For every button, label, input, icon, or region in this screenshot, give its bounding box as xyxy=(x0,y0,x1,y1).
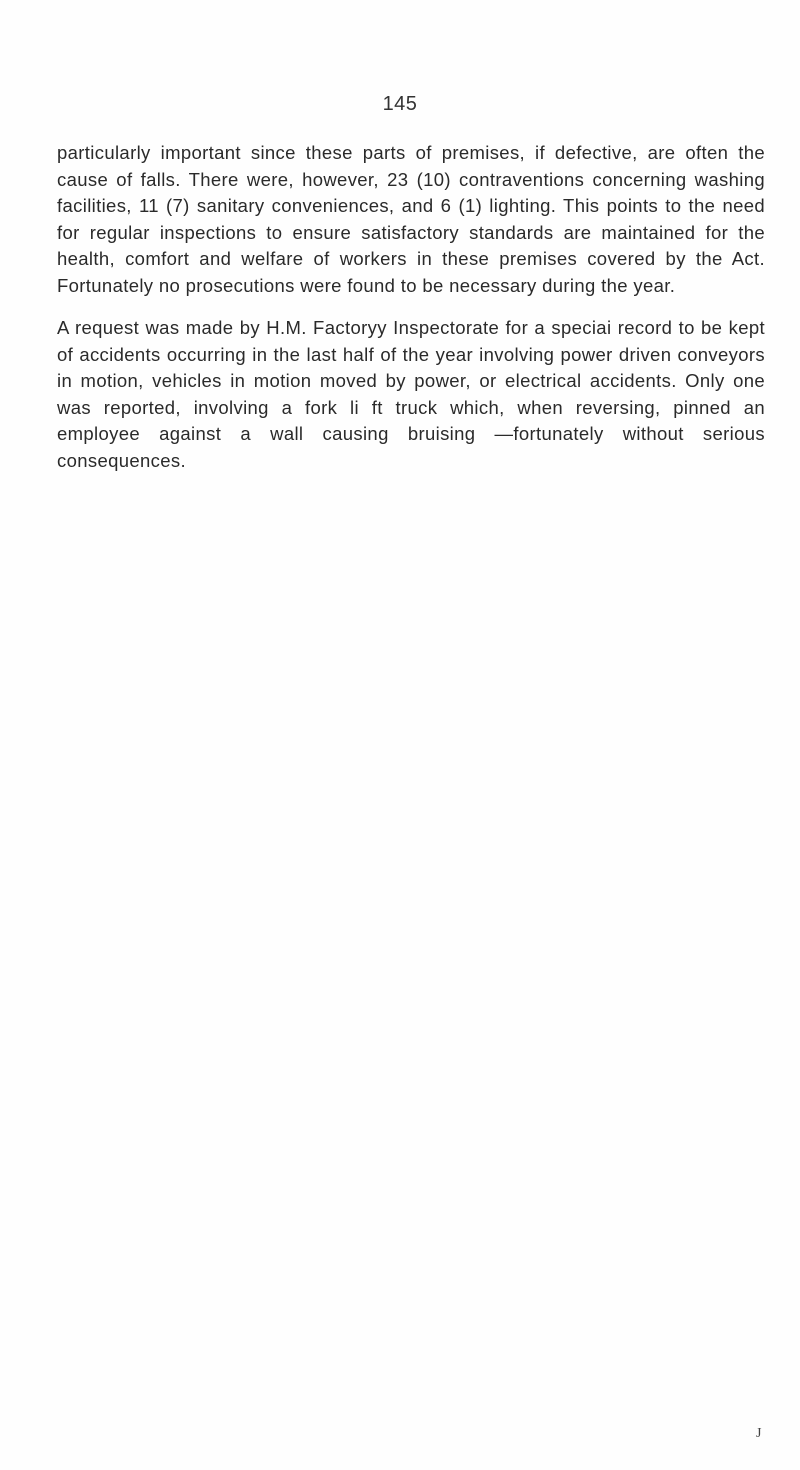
paragraph-2: A request was made by H.M. Factoryy Inspectorate for a speciai record to be kept of accidents occurring in the last half of the year involving power driven conveyors in motion, vehicles in motion moved by power, or electrical accidents. Only one was reported, involving a fork li ft truck which, when reversing, pinned an employee against a wall causing bruising —fortunately without serious consequences. xyxy=(57,317,765,471)
footer-mark: J xyxy=(756,1426,762,1441)
page-number: 145 xyxy=(382,93,418,115)
paragraph-1: particularly important since these parts of premises, if defective, are often the cause of falls. There were, however, 23 (10) contraventions concerning washing facilities, 11 (7) sanitary conveniences, and 6 (1) lighting. This points to the need for regular inspections to ensure satisfactory standards are maintained for the health, comfort and welfare of workers in these premises covered by the Act. Fortunately no prosecutions were found to be necessary during the year. xyxy=(57,142,765,296)
body-text xyxy=(57,140,765,474)
